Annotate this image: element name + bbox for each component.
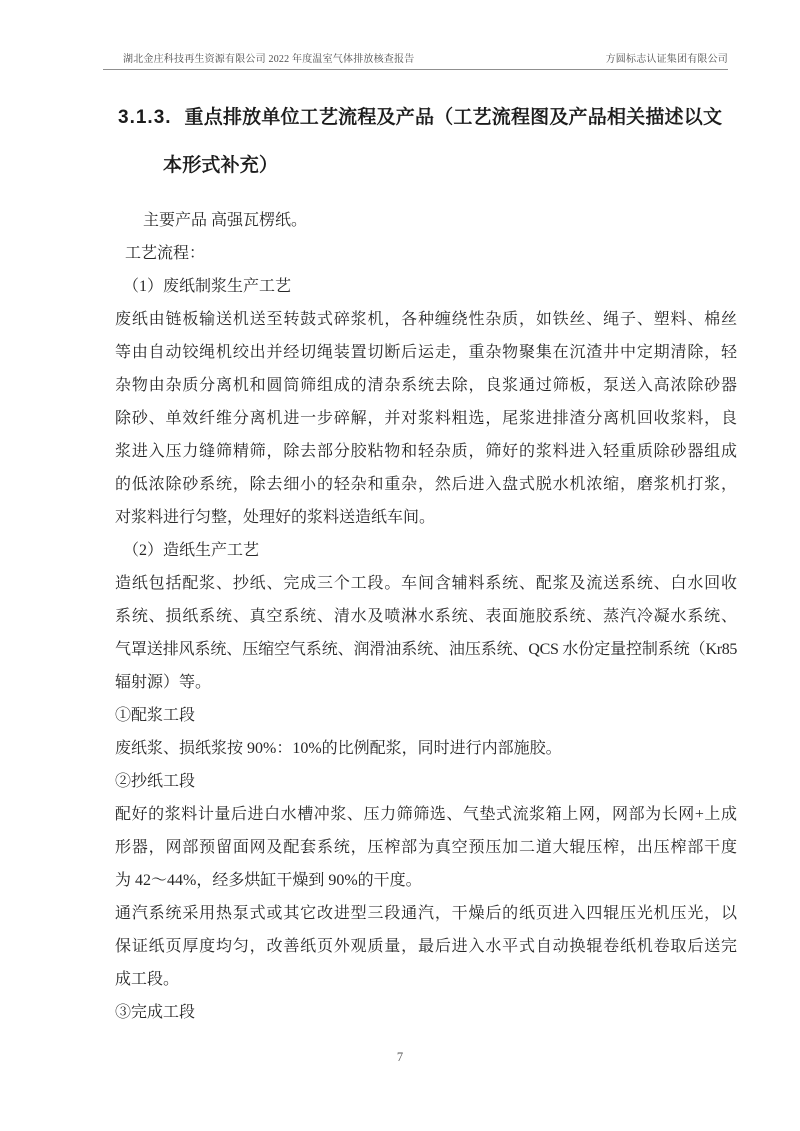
body-line: 配好的浆料计量后进白水槽冲浆、压力筛筛选、气垫式流浆箱上网，网部为长网+上成 <box>115 806 737 823</box>
body-line: 为 42～44%，经多烘缸干燥到 90%的干度。 <box>115 872 422 889</box>
body-line: 成工段。 <box>115 971 180 988</box>
header-right-text: 方圆标志认证集团有限公司 <box>605 54 728 65</box>
body-line: 的低浓除砂系统，除去细小的轻杂和重杂，然后进入盘式脱水机浓缩，磨浆机打浆， <box>115 476 737 493</box>
page-footer <box>0 1050 800 1065</box>
section-number: 3.1.3. <box>118 107 172 128</box>
document-body <box>115 204 737 1029</box>
body-line: （1）废纸制浆生产工艺 <box>123 278 292 295</box>
body-line: ②抄纸工段 <box>115 773 196 790</box>
body-line: 形器，网部预留面网及配套系统，压榨部为真空预压加二道大辊压榨，出压榨部干度 <box>115 839 737 856</box>
section-title-text: 重点排放单位工艺流程及产品（工艺流程图及产品相关描述以文 <box>184 107 723 128</box>
body-line: 主要产品 高强瓦楞纸。 <box>143 212 308 229</box>
section-heading-line2: 本形式补充） <box>163 155 279 176</box>
section-heading-line1 <box>118 94 742 142</box>
body-line: 废纸浆、损纸浆按 90%：10%的比例配浆，同时进行内部施胶。 <box>115 740 562 757</box>
body-line: 系统、损纸系统、真空系统、清水及喷淋水系统、表面施胶系统、蒸汽冷凝水系统、 <box>115 608 737 625</box>
page-number: 7 <box>396 1050 404 1064</box>
body-line: ③完成工段 <box>115 1004 196 1021</box>
section-heading <box>118 94 742 190</box>
body-line: 辐射源）等。 <box>115 674 212 691</box>
body-line: 除砂、单效纤维分离机进一步碎解，并对浆料粗选，尾浆进排渣分离机回收浆料，良 <box>115 410 737 427</box>
body-line: 气罩送排风系统、压缩空气系统、润滑油系统、油压系统、QCS 水份定量控制系统（Kr85 <box>115 641 737 658</box>
header-left-text: 湖北金庄科技再生资源有限公司 2022 年度温室气体排放核查报告 <box>123 54 415 65</box>
body-line: 浆进入压力缝筛精筛，除去部分胶粘物和轻杂质，筛好的浆料进入轻重质除砂器组成 <box>115 443 737 460</box>
page-header <box>103 50 728 70</box>
body-line: 等由自动铰绳机绞出并经切绳装置切断后运走，重杂物聚集在沉渣井中定期清除，轻 <box>115 344 737 361</box>
body-line: 通汽系统采用热泵式或其它改进型三段通汽，干燥后的纸页进入四辊压光机压光，以 <box>115 905 737 922</box>
body-line: 废纸由链板输送机送至转鼓式碎浆机，各种缠绕性杂质，如铁丝、绳子、塑料、棉丝 <box>115 311 737 328</box>
body-line: 工艺流程： <box>125 245 206 262</box>
body-line: 对浆料进行匀整，处理好的浆料送造纸车间。 <box>115 509 436 526</box>
body-line: ①配浆工段 <box>115 707 196 724</box>
body-line: 杂物由杂质分离机和圆筒筛组成的清杂系统去除，良浆通过筛板，泵送入高浓除砂器 <box>115 377 737 394</box>
body-line: （2）造纸生产工艺 <box>123 542 260 559</box>
body-line: 造纸包括配浆、抄纸、完成三个工段。车间含辅料系统、配浆及流送系统、白水回收 <box>115 575 737 592</box>
body-line: 保证纸页厚度均匀，改善纸页外观质量，最后进入水平式自动换辊卷纸机卷取后送完 <box>115 938 737 955</box>
